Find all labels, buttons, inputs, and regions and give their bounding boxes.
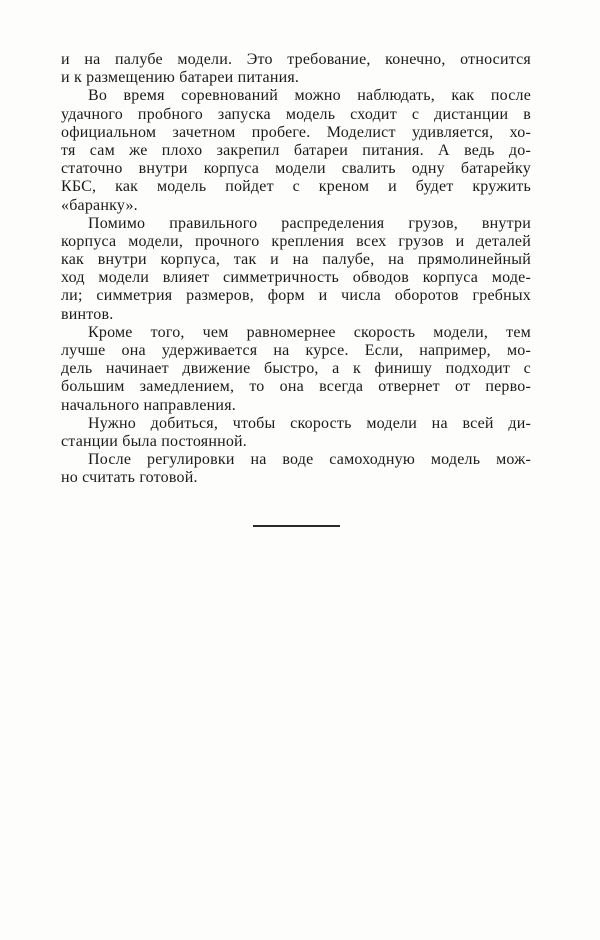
section-divider <box>253 525 340 527</box>
text-line: и к размещению батареи питания. <box>61 69 300 87</box>
text-line: статочно внутри корпуса модели свалить одну батарейку <box>61 160 531 178</box>
text-line: Нужно добиться, чтобы скорость модели на всей ди- <box>88 414 531 432</box>
text-line: ли; симметрия размеров, форм и числа оборотов гребных <box>61 287 531 305</box>
text-line: тя сам же плохо закрепил батареи питания. А ведь до- <box>61 141 531 159</box>
text-line: но считать готовой. <box>61 469 198 487</box>
text-line: как внутри корпуса, так и на палубе, на прямолинейный <box>61 251 531 269</box>
text-line: винтов. <box>61 305 114 323</box>
text-line: официальном зачетном пробеге. Моделист удивляется, хо- <box>61 123 531 141</box>
text-line: Во время соревнований можно наблюдать, как после <box>88 87 531 105</box>
text-line: лучше она удерживается на курсе. Если, например, мо- <box>61 342 531 359</box>
text-line: и на палубе модели. Это требование, конечно, относится <box>61 51 531 68</box>
text-line: станции была постоянной. <box>61 432 248 450</box>
text-line: дель начинает движение быстро, а к финишу подходит с <box>61 360 531 378</box>
text-block <box>61 51 531 527</box>
text-line: «баранку». <box>61 196 138 214</box>
text-line: начального направления. <box>61 396 236 414</box>
text-line: удачного пробного запуска модель сходит с дистанции в <box>61 105 531 123</box>
text-line: большим замедлением, то она всегда отвернет от перво- <box>61 378 531 396</box>
text-line: После регулировки на воде самоходную модель мож- <box>88 451 531 469</box>
text-line: Кроме того, чем равномернее скорость модели, тем <box>88 323 531 341</box>
text-line: корпуса модели, прочного крепления всех грузов и деталей <box>61 232 531 250</box>
text-line: ход модели влияет симметричность обводов корпуса моде- <box>61 269 531 287</box>
text-line: Помимо правильного распределения грузов, внутри <box>88 214 531 232</box>
text-line: КБС, как модель пойдет с креном и будет кружить <box>61 178 531 196</box>
